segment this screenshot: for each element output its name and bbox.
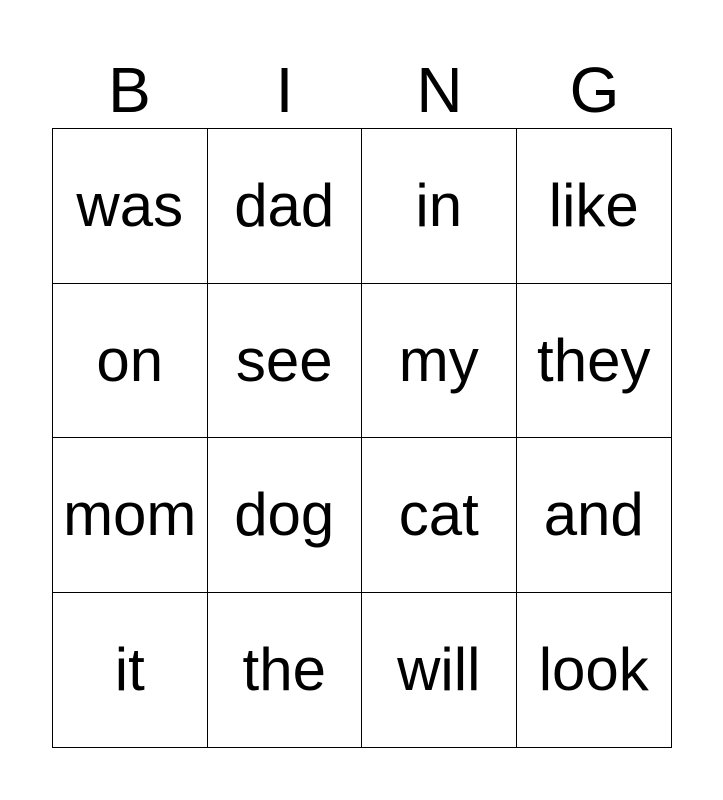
bingo-cell[interactable]: it xyxy=(53,593,208,748)
bingo-cell[interactable]: dad xyxy=(208,129,363,284)
bingo-cell[interactable]: cat xyxy=(362,438,517,593)
bingo-cell[interactable]: will xyxy=(362,593,517,748)
header-letter-g: G xyxy=(569,54,620,126)
bingo-cell[interactable]: they xyxy=(517,284,672,439)
bingo-cell[interactable]: and xyxy=(517,438,672,593)
bingo-cell[interactable]: dog xyxy=(208,438,363,593)
bingo-cell[interactable]: see xyxy=(208,284,363,439)
header-letter-b: B xyxy=(108,54,151,126)
bingo-cell[interactable]: in xyxy=(362,129,517,284)
bingo-cell[interactable]: mom xyxy=(53,438,208,593)
bingo-cell[interactable]: my xyxy=(362,284,517,439)
bingo-cell[interactable]: the xyxy=(208,593,363,748)
bingo-header xyxy=(52,52,672,128)
header-letter-i: I xyxy=(275,54,294,126)
bingo-cell[interactable]: on xyxy=(53,284,208,439)
bingo-cell[interactable]: look xyxy=(538,636,649,704)
header-letter-n: N xyxy=(416,54,463,126)
bingo-cell[interactable]: like xyxy=(517,129,672,284)
bingo-card-grid xyxy=(52,128,672,748)
bingo-cell[interactable]: was xyxy=(53,129,208,284)
